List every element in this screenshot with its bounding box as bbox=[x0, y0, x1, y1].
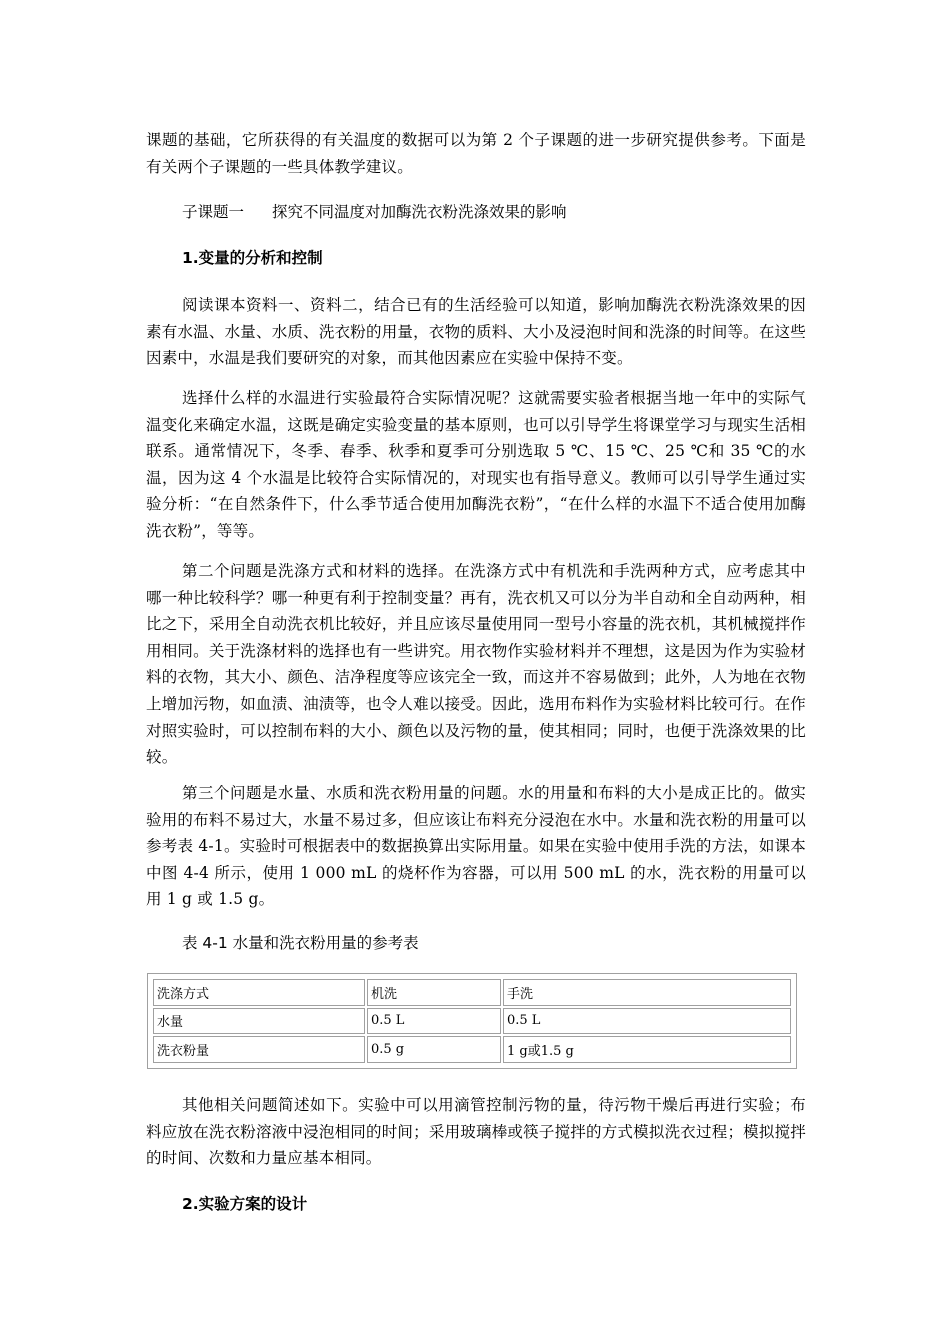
table-row bbox=[153, 1036, 791, 1063]
table-header-cell: 洗涤方式 bbox=[153, 979, 365, 1006]
paragraph-intro: 课题的基础，它所获得的有关温度的数据可以为第 2 个子课题的进一步研究提供参考。下面是有关两个子课题的一些具体教学建议。 bbox=[146, 131, 806, 176]
subtopic-title bbox=[182, 200, 567, 222]
subtopic-label: 子课题一 bbox=[182, 203, 245, 221]
table-cell: 1 g或1.5 g bbox=[503, 1036, 791, 1063]
table-caption: 表 4-1 水量和洗衣粉用量的参考表 bbox=[182, 934, 419, 952]
paragraph-water-amount: 第三个问题是水量、水质和洗衣粉用量的问题。水的用量和布料的大小是成正比的。做实验用的布料不易过大，水量不易过多，但应该让布料充分浸泡在水中。水量和洗衣粉的用量可以参考表 4-1。实验时可根据表中的数据换算出实际用量。如果在实验中使用手洗的方法，如课本中图 4-4 所示，使用 1 000 mL 的烧杯作为容器，可以用 500 mL 的水，洗衣粉的用量可以用 1 g 或 1.5 g。 bbox=[146, 784, 806, 909]
paragraph-factors: 阅读课本资料一、资料二，结合已有的生活经验可以知道，影响加酶洗衣粉洗涤效果的因素有水温、水量、水质、洗衣粉的用量，衣物的质料、大小及浸泡时间和洗涤的时间等。在这些因素中，水温是我们要研究的对象，而其他因素应在实验中保持不变。 bbox=[146, 296, 806, 368]
table-cell: 0.5 L bbox=[503, 1008, 791, 1035]
table-header-cell: 机洗 bbox=[367, 979, 501, 1006]
table-cell: 洗衣粉量 bbox=[153, 1036, 365, 1063]
paragraph-other-issues: 其他相关问题简述如下。实验中可以用滴管控制污物的量，待污物干燥后再进行实验；布料应放在洗衣粉溶液中浸泡相同的时间；采用玻璃棒或筷子搅拌的方式模拟洗衣过程；模拟搅拌的时间、次数和力量应基本相同。 bbox=[146, 1096, 806, 1168]
table-row bbox=[153, 1008, 791, 1035]
table-cell: 0.5 L bbox=[367, 1008, 501, 1035]
table-header-cell: 手洗 bbox=[503, 979, 791, 1006]
table-header-row bbox=[153, 979, 791, 1006]
section-heading-variables: 1.变量的分析和控制 bbox=[182, 249, 323, 267]
reference-table bbox=[151, 977, 793, 1065]
table-cell: 水量 bbox=[153, 1008, 365, 1035]
section-heading-design: 2.实验方案的设计 bbox=[182, 1195, 308, 1213]
paragraph-water-temperature: 选择什么样的水温进行实验最符合实际情况呢？这就需要实验者根据当地一年中的实际气温变化来确定水温，这既是确定实验变量的基本原则，也可以引导学生将课堂学习与现实生活相联系。通常情况下，冬季、春季、秋季和夏季可分别选取 5 ℃、15 ℃、25 ℃和 35 ℃的水温，因为这 4 个水温是比较符合实际情况的，对现实也有指导意义。教师可以引导学生通过实验分析：“在自然条件下，什么季节适合使用加酶洗衣粉”，“在什么样的水温下不适合使用加酶洗衣粉”，等等。 bbox=[146, 389, 806, 540]
reference-table-frame bbox=[147, 973, 797, 1069]
paragraph-washing-method: 第二个问题是洗涤方式和材料的选择。在洗涤方式中有机洗和手洗两种方式，应考虑其中哪一种比较科学？哪一种更有利于控制变量？再有，洗衣机又可以分为半自动和全自动两种，相比之下，采用全自动洗衣机比较好，并且应该尽量使用同一型号小容量的洗衣机，其机械搅拌作用相同。关于洗涤材料的选择也有一些讲究。用衣物作实验材料并不理想，这是因为作为实验材料的衣物，其大小、颜色、洁净程度等应该完全一致，而这并不容易做到；此外，人为地在衣物上增加污物，如血渍、油渍等，也令人难以接受。因此，选用布料作为实验材料比较可行。在作对照实验时，可以控制布料的大小、颜色以及污物的量，使其相同；同时，也便于洗涤效果的比较。 bbox=[146, 562, 806, 767]
subtopic-text: 探究不同温度对加酶洗衣粉洗涤效果的影响 bbox=[272, 203, 567, 221]
table-cell: 0.5 g bbox=[367, 1036, 501, 1063]
